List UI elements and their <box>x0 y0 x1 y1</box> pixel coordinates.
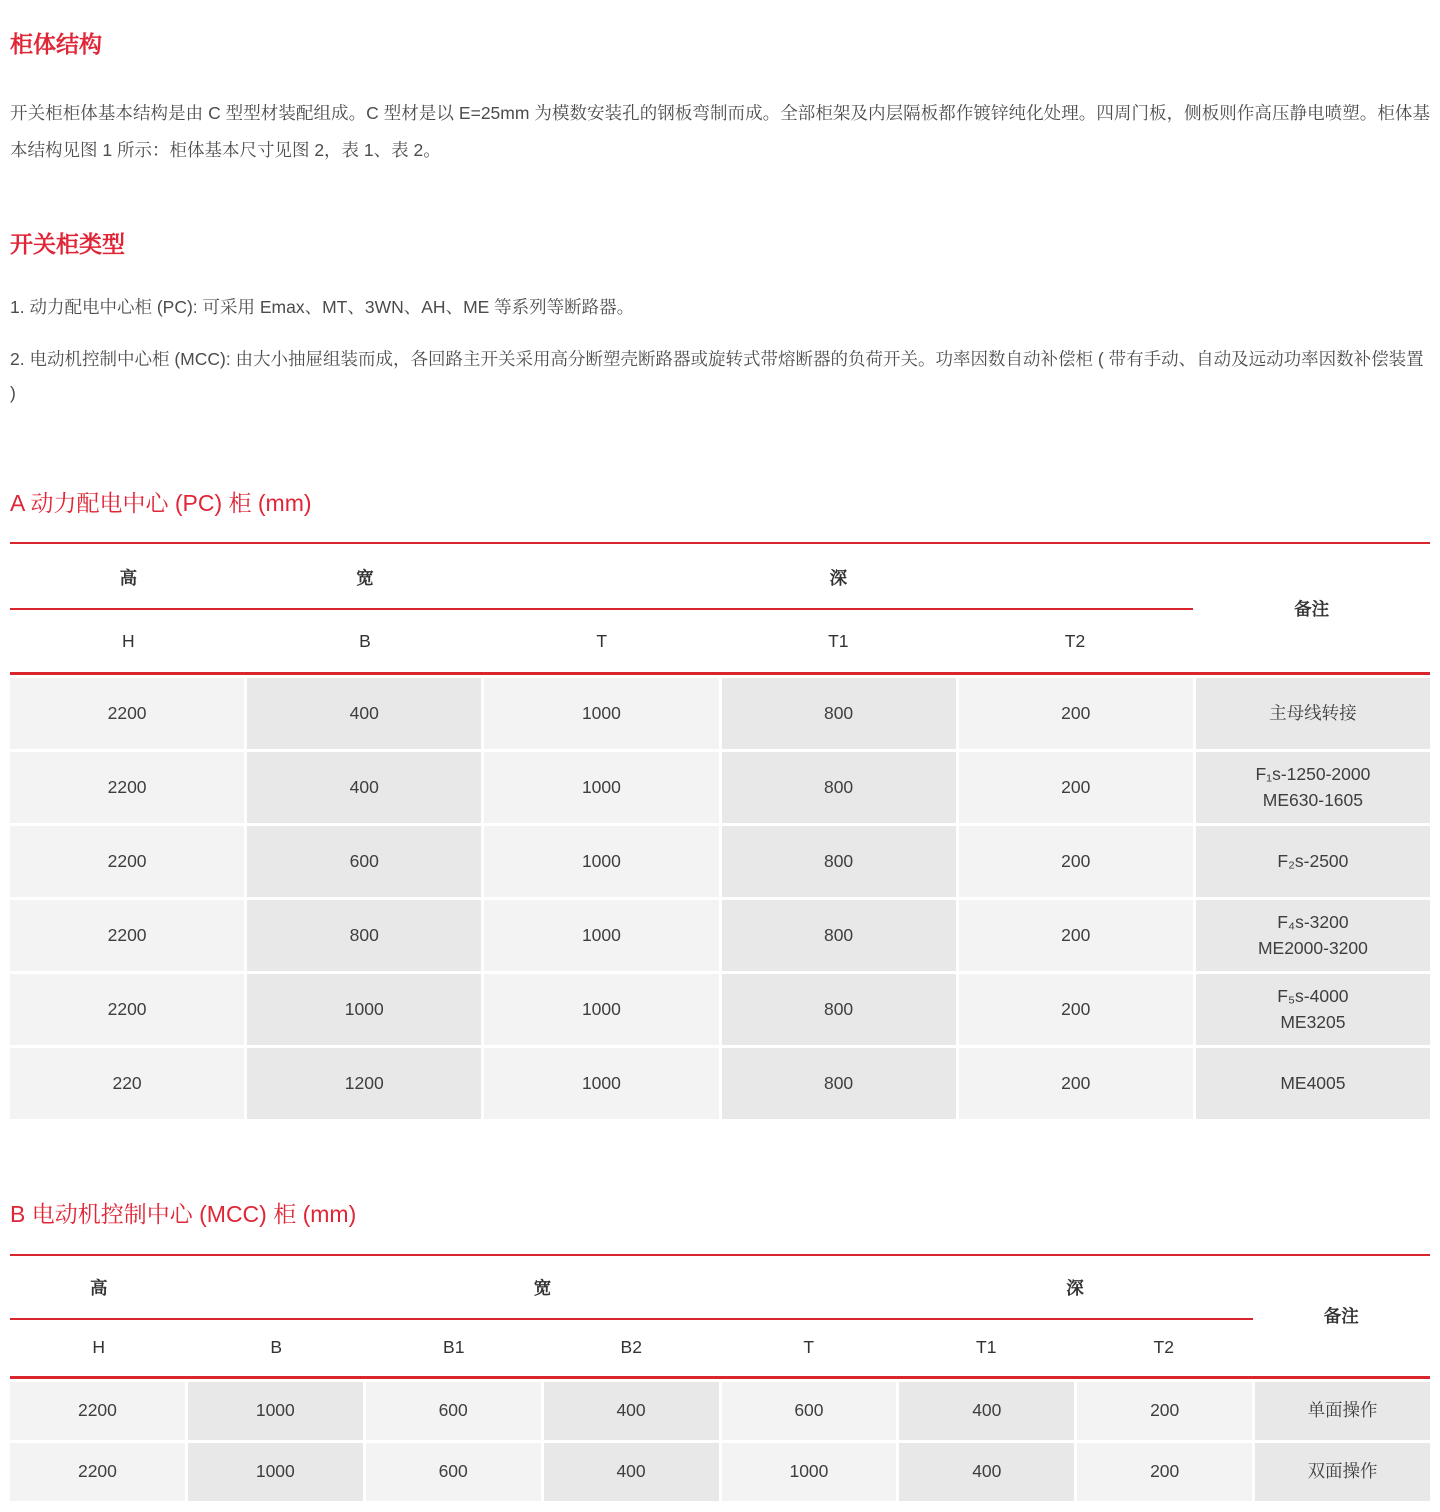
table-cell: 2200 <box>10 826 244 897</box>
cabinet-structure-paragraph: 开关柜柜体基本结构是由 C 型型材装配组成。C 型材是以 E=25mm 为模数安装孔的钢板弯制而成。全部柜架及内层隔板都作镀锌纯化处理。四周门板，侧板则作高压静电喷塑。柜体基本结构见图 1 所示：柜体基本尺寸见图 2，表 1、表 2。 <box>10 102 1430 160</box>
table-cell: 1000 <box>188 1443 363 1501</box>
table-cell: 200 <box>959 826 1193 897</box>
table-cell: 1000 <box>722 1443 897 1501</box>
column-header: T2 <box>1064 630 1086 651</box>
table-cell: 200 <box>959 752 1193 823</box>
column-header-row <box>10 1320 1430 1376</box>
table-cell: 1200 <box>247 1048 481 1119</box>
table-cell: 600 <box>366 1382 541 1440</box>
remark-cell <box>1255 1382 1430 1440</box>
remark-line: ME630-1605 <box>1262 789 1364 810</box>
table-cell: 400 <box>899 1382 1074 1440</box>
section-title-cabinet-structure: 柜体结构 <box>10 31 102 57</box>
table-cell: 200 <box>959 900 1193 971</box>
remark-line: 主母线转接 <box>1269 703 1357 724</box>
table-body <box>10 678 1430 1119</box>
type-item-mcc: 2. 电动机控制中心柜 (MCC): 由大小抽屉组装而成，各回路主开关采用高分断塑壳断路器或旋转式带熔断器的负荷开关。功率因数自动补偿柜 ( 带有手动、自动及远动功率因数补偿装置 ) <box>10 348 1424 403</box>
group-header-depth: 深 <box>1066 1278 1084 1299</box>
table-cell: 1000 <box>484 678 718 749</box>
table-cell: 200 <box>1077 1443 1252 1501</box>
table-cell: 220 <box>10 1048 244 1119</box>
remark-cell <box>1196 900 1430 971</box>
column-header: B <box>270 1337 283 1358</box>
table-cell: 800 <box>722 900 956 971</box>
table-cell: 2200 <box>10 974 244 1045</box>
table-cell: 800 <box>722 752 956 823</box>
column-header: T1 <box>976 1337 997 1358</box>
section-title-switchgear-types: 开关柜类型 <box>10 230 125 257</box>
table-cell: 2200 <box>10 752 244 823</box>
table-row <box>10 678 1430 749</box>
table-cell: 800 <box>722 826 956 897</box>
table-cell: 400 <box>247 678 481 749</box>
column-header: T <box>596 630 608 651</box>
table-cell: 200 <box>959 974 1193 1045</box>
column-header: T1 <box>828 630 849 651</box>
remark-line: F₁s-1250-2000 <box>1255 764 1371 785</box>
table-b-title: B 电动机控制中心 (MCC) 柜 (mm) <box>10 1201 357 1228</box>
column-header: B2 <box>620 1337 642 1358</box>
table-cell: 600 <box>722 1382 897 1440</box>
table-row <box>10 1048 1430 1119</box>
remark-cell <box>1196 826 1430 897</box>
group-header-row <box>10 1256 1430 1320</box>
remark-line: F₄s-3200 <box>1277 912 1349 933</box>
table-cell: 2200 <box>10 1443 185 1501</box>
group-header-remark: 备注 <box>1294 598 1330 619</box>
table-cell: 800 <box>247 900 481 971</box>
table-cell: 2200 <box>10 678 244 749</box>
remark-line: ME3205 <box>1280 1011 1346 1032</box>
table-body <box>10 1382 1430 1501</box>
table-cell: 800 <box>722 1048 956 1119</box>
table-row <box>10 826 1430 897</box>
type-item-pc: 1. 动力配电中心柜 (PC): 可采用 Emax、MT、3WN、AH、ME 等系列等断路器。 <box>10 297 635 318</box>
table-cell: 400 <box>544 1382 719 1440</box>
table-cell: 400 <box>544 1443 719 1501</box>
column-header: B1 <box>443 1337 465 1358</box>
group-header-height: 高 <box>119 567 138 588</box>
group-header-height: 高 <box>90 1278 108 1299</box>
table-cell: 2200 <box>10 900 244 971</box>
remark-line: ME4005 <box>1280 1073 1346 1094</box>
column-header: B <box>359 630 371 651</box>
column-header: H <box>92 1337 106 1358</box>
table-a-title: A 动力配电中心 (PC) 柜 (mm) <box>10 489 312 516</box>
table-cell: 200 <box>959 678 1193 749</box>
table-cell: 200 <box>1077 1382 1252 1440</box>
remark-line: 单面操作 <box>1307 1400 1378 1421</box>
remark-line: F₅s-4000 <box>1277 986 1349 1007</box>
table-cell: 2200 <box>10 1382 185 1440</box>
table-cell: 1000 <box>484 900 718 971</box>
table-cell: 1000 <box>188 1382 363 1440</box>
remark-cell <box>1196 752 1430 823</box>
remark-cell <box>1255 1443 1430 1501</box>
remark-line: F₂s-2500 <box>1277 851 1349 872</box>
table-cell: 800 <box>722 678 956 749</box>
table-cell: 1000 <box>484 1048 718 1119</box>
table-cell: 600 <box>366 1443 541 1501</box>
pc-cabinet-dimensions-table <box>10 542 1430 1119</box>
column-header: T <box>803 1337 815 1358</box>
table-cell: 400 <box>247 752 481 823</box>
table-cell: 200 <box>959 1048 1193 1119</box>
remark-line: 双面操作 <box>1307 1461 1378 1482</box>
group-header-depth: 深 <box>829 567 848 588</box>
table-cell: 1000 <box>484 826 718 897</box>
table-row <box>10 752 1430 823</box>
remark-cell <box>1196 1048 1430 1119</box>
group-header-remark: 备注 <box>1323 1306 1359 1327</box>
table-header <box>10 542 1430 675</box>
group-header-width: 宽 <box>356 567 374 588</box>
table-cell: 800 <box>722 974 956 1045</box>
table-cell: 1000 <box>484 974 718 1045</box>
table-cell: 600 <box>247 826 481 897</box>
table-row <box>10 974 1430 1045</box>
remark-cell <box>1196 974 1430 1045</box>
table-row <box>10 1443 1430 1501</box>
group-header-width: 宽 <box>533 1278 552 1299</box>
table-cell: 1000 <box>247 974 481 1045</box>
table-cell: 400 <box>899 1443 1074 1501</box>
remark-cell <box>1196 678 1430 749</box>
column-header: T2 <box>1153 1337 1174 1358</box>
table-row <box>10 1382 1430 1440</box>
table-row <box>10 900 1430 971</box>
table-cell: 1000 <box>484 752 718 823</box>
column-header: H <box>122 630 135 651</box>
remark-line: ME2000-3200 <box>1257 937 1368 958</box>
table-header <box>10 1254 1430 1379</box>
mcc-cabinet-dimensions-table <box>10 1254 1430 1501</box>
